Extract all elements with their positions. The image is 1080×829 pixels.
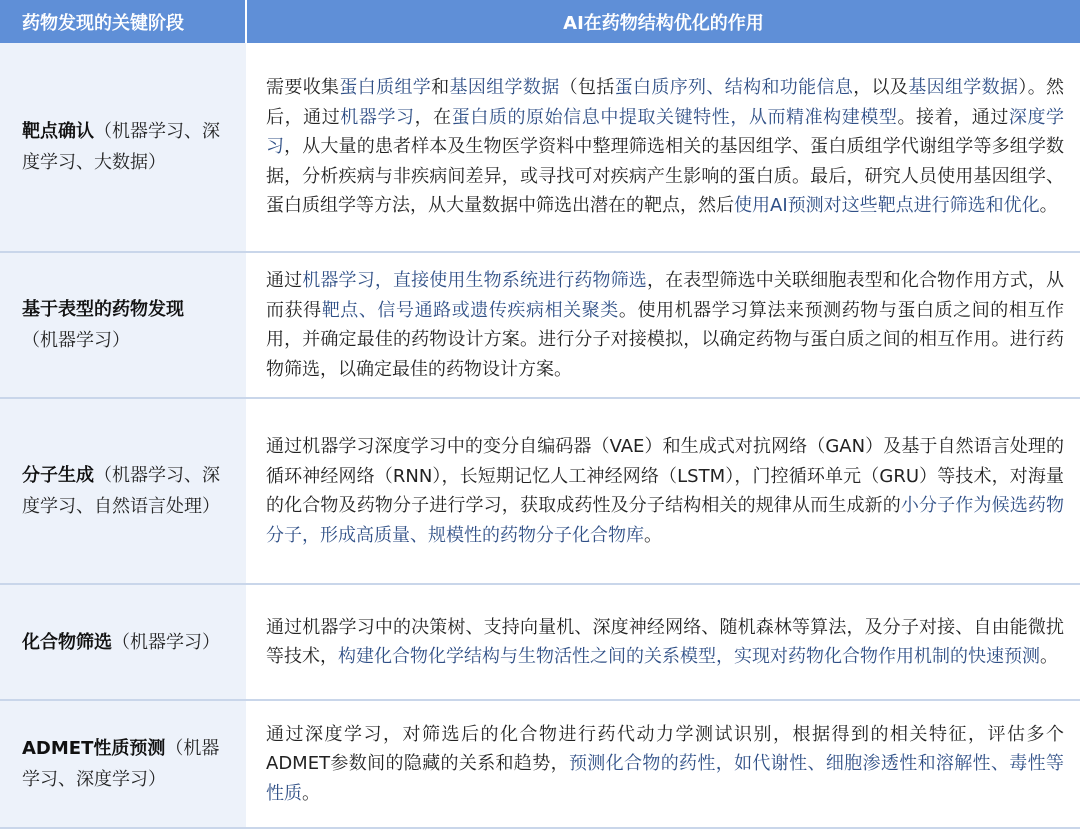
- desc-text: ，在: [414, 106, 452, 128]
- desc-highlight: 蛋白质组学: [339, 77, 432, 99]
- stage-title: 靶点确认: [22, 121, 94, 142]
- stage-title: 分子生成: [22, 465, 94, 486]
- header-stage: 药物发现的关键阶段: [0, 0, 246, 43]
- desc-highlight: 机器学习，直接使用生物系统进行药物筛选: [302, 270, 647, 291]
- desc-text: ，以及: [853, 77, 909, 99]
- desc-text: ，在表型筛选中关联细胞表型和化合物作用方式，从而获得: [266, 270, 1065, 321]
- desc-highlight: 基因组学数据: [449, 77, 560, 99]
- stage-cell: [0, 43, 246, 252]
- stage-cell: [0, 252, 246, 398]
- description-cell: [246, 700, 1080, 828]
- desc-text: 通过机器学习深度学习中的变分自编码器（VAE）和生成式对抗网络（GAN）及基于自然语言处理的循环神经网络（RNN），长短期记忆人工神经网络（LSTM），门控循环单元（GRU）等技术，对海量的化合物及药物分子进行学习，获取成药性及分子结构相关的规律从而生成新的: [266, 436, 1064, 516]
- table-row: [0, 43, 1080, 252]
- desc-highlight: 预测化合物的药性，如代谢性、细胞渗透性和溶解性、毒性等性质: [266, 753, 1064, 804]
- stage-cell: [0, 398, 246, 584]
- desc-highlight: 深度学习: [266, 106, 1065, 158]
- desc-text: 通过深度学习，对筛选后的化合物进行药代动力学测试识别，根据得到的相关特征，评估多个ADMET参数间的隐藏的关系和趋势，: [266, 723, 1064, 775]
- desc-highlight: 靶点、信号通路或遗传疾病相关聚类: [321, 299, 619, 321]
- desc-highlight: 小分子作为候选药物分子，形成高质量、规模性的药物分子化合物库: [266, 495, 1065, 546]
- stage-methods: （机器学习、深度学习、大数据）: [22, 121, 220, 173]
- table-row: [0, 700, 1080, 828]
- desc-text: 。接着，通过: [897, 106, 1009, 128]
- stage-title: 化合物筛选: [22, 631, 112, 653]
- table-row: [0, 398, 1080, 584]
- header-ai-role: AI在药物结构优化的作用: [246, 0, 1080, 43]
- desc-text: 。: [302, 782, 320, 804]
- desc-highlight: 蛋白质序列、结构和功能信息: [614, 77, 854, 99]
- desc-text: 和: [431, 77, 450, 99]
- desc-highlight: 使用AI预测对这些靶点进行筛选和优化: [734, 195, 1040, 217]
- desc-text: ）。然后，通过: [266, 77, 1065, 128]
- stage-methods: （机器学习、深度学习）: [22, 738, 220, 790]
- description-cell: [246, 398, 1080, 584]
- desc-text: 。: [644, 524, 662, 546]
- stage-title: ADMET性质预测: [22, 738, 166, 759]
- desc-highlight: 构建化合物化学结构与生物活性之间的关系模型，实现对药物化合物作用机制的快速预测: [338, 646, 1040, 667]
- stage-methods: （机器学习、深度学习、自然语言处理）: [22, 465, 220, 517]
- desc-text: 需要收集: [266, 77, 340, 99]
- stage-methods: （机器学习）: [22, 330, 130, 351]
- desc-highlight: 基因组学数据: [908, 77, 1019, 99]
- description-cell: [246, 43, 1080, 252]
- desc-highlight: 蛋白质的原始信息中提取关键特性，从而精准构建模型: [451, 106, 898, 128]
- desc-text: 通过机器学习中的决策树、支持向量机、深度神经网络、随机森林等算法，及分子对接、自由能微扰等技术，: [266, 616, 1064, 667]
- desc-text: （包括: [559, 77, 615, 99]
- description-cell: [246, 252, 1080, 398]
- stage-methods: （机器学习）: [112, 631, 220, 653]
- desc-highlight: 机器学习: [340, 106, 415, 128]
- header-row: [0, 0, 1080, 43]
- table-row: [0, 252, 1080, 398]
- desc-text: 。使用机器学习算法来预测药物与蛋白质之间的相互作用，并确定最佳的药物设计方案。进行分子对接模拟，以确定药物与蛋白质之间的相互作用。进行药物筛选，以确定最佳的药物设计方案。: [266, 299, 1065, 380]
- stage-cell: [0, 700, 246, 828]
- stage-title: 基于表型的药物发现: [22, 299, 184, 320]
- desc-text: 。: [1040, 646, 1058, 667]
- stage-cell: [0, 584, 246, 700]
- table-row: [0, 584, 1080, 700]
- desc-text: ，从大量的患者样本及生物医学资料中整理筛选相关的基因组学、蛋白质组学代谢组学等多组学数据，分析疾病与非疾病间差异，或寻找可对疾病产生影响的蛋白质。最后，研究人员使用基因组学、蛋白质组学等方法，从大量数据中筛选出潜在的靶点，然后: [266, 136, 1064, 217]
- desc-text: 通过: [266, 270, 303, 291]
- description-cell: [246, 584, 1080, 700]
- desc-text: 。: [1039, 195, 1058, 217]
